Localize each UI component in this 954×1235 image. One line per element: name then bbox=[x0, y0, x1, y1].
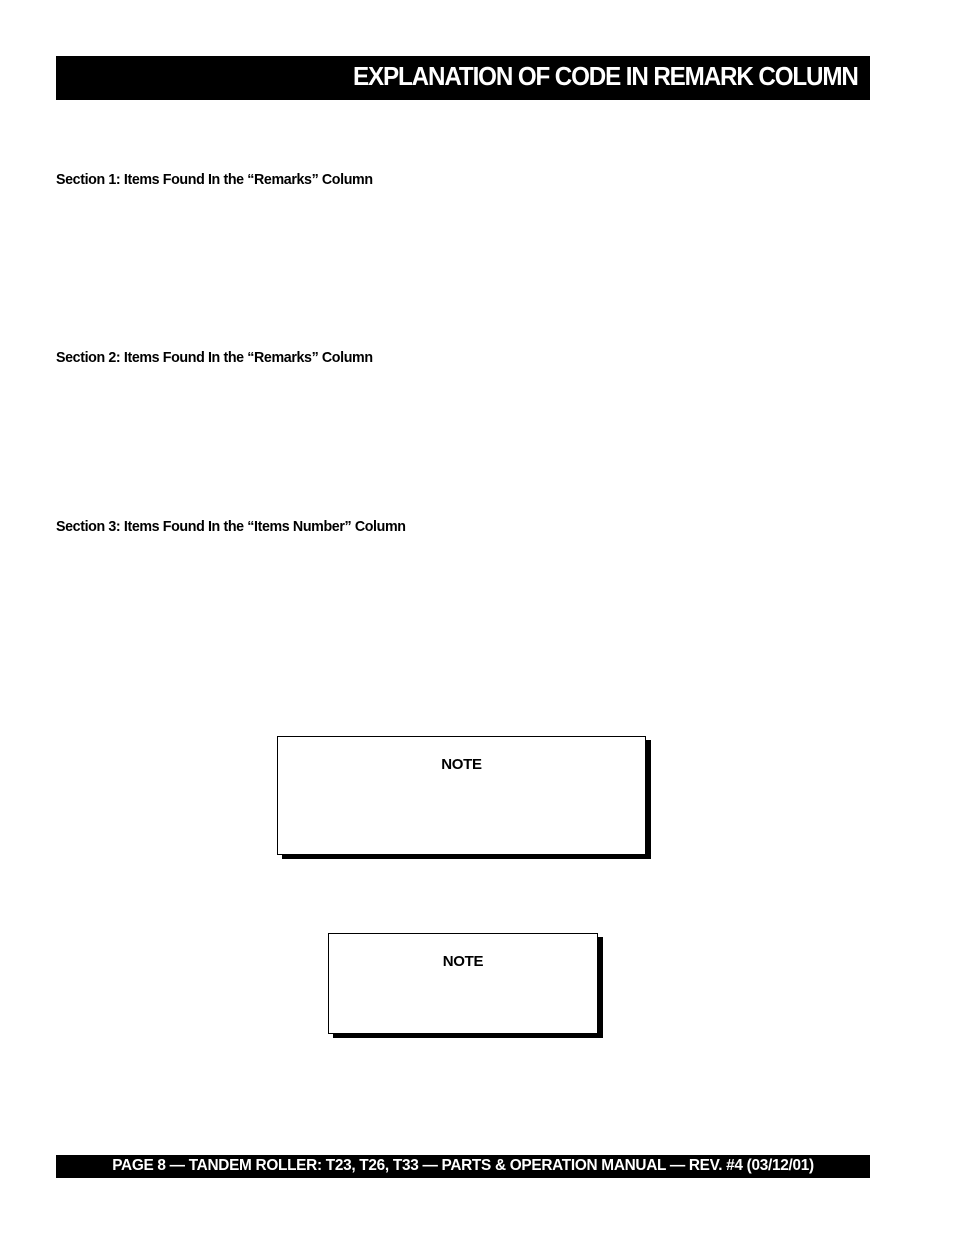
header-bar bbox=[56, 56, 870, 100]
footer-text: PAGE 8 — TANDEM ROLLER: T23, T26, T33 — PARTS & OPERATION MANUAL — REV. #4 (03/12/01) bbox=[112, 1157, 814, 1174]
footer-bar bbox=[56, 1155, 870, 1178]
section-3-heading: Section 3: Items Found In the “Items Number” Column bbox=[56, 518, 406, 535]
section-1-heading: Section 1: Items Found In the “Remarks” Column bbox=[56, 171, 373, 188]
note-label: NOTE bbox=[441, 756, 482, 773]
note-box-1 bbox=[277, 736, 646, 855]
section-2-heading: Section 2: Items Found In the “Remarks” Column bbox=[56, 349, 373, 366]
note-box-2 bbox=[328, 933, 598, 1034]
note-label: NOTE bbox=[442, 953, 484, 970]
page-title: EXPLANATION OF CODE IN REMARK COLUMN bbox=[353, 61, 858, 91]
